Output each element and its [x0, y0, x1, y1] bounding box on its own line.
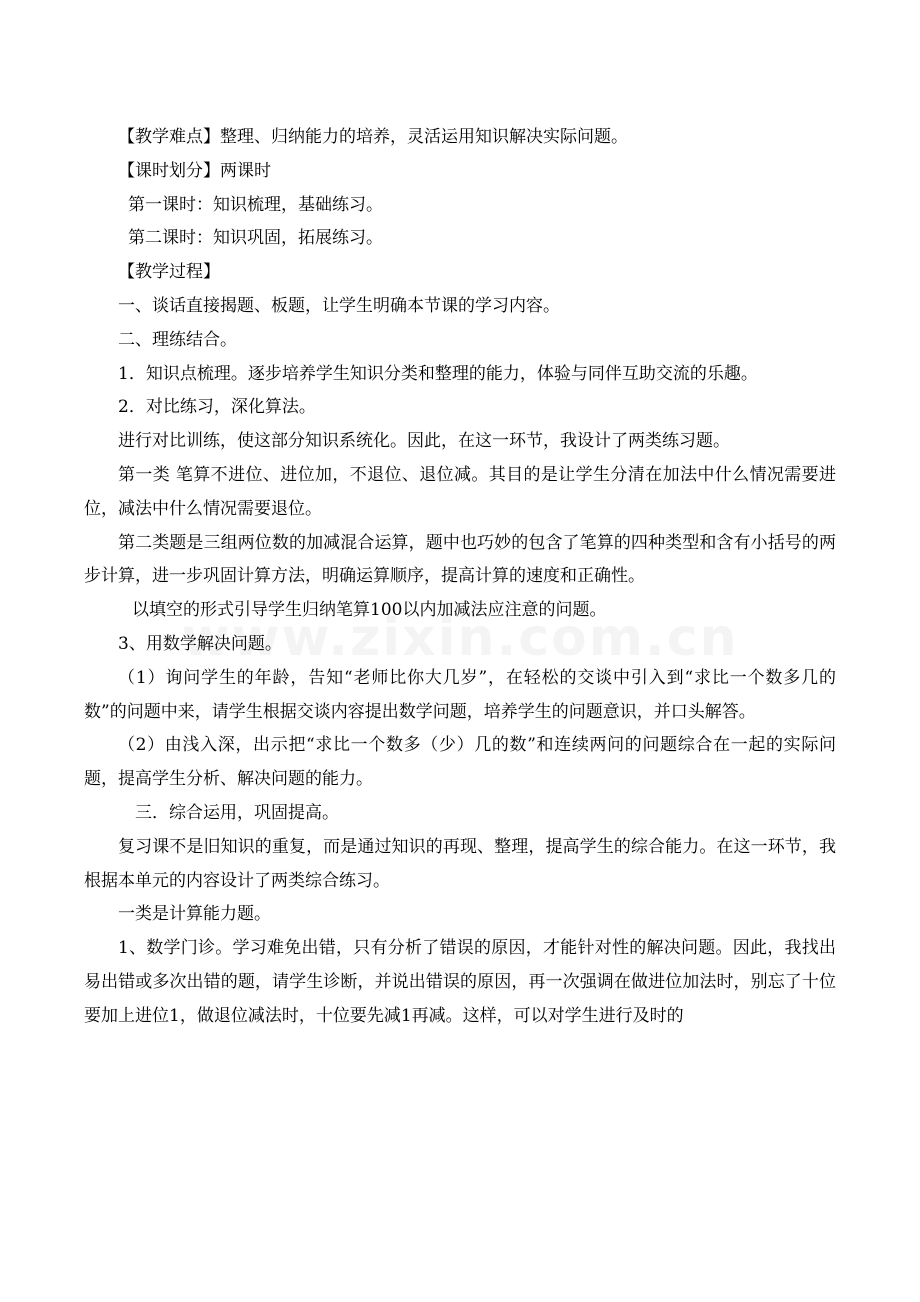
paragraph-diagnosis: 1、数学门诊。学习难免出错，只有分析了错误的原因，才能针对性的解决问题。因此，我找出易出错或多次出错的题，请学生诊断，并说出错误的原因，再一次强调在做进位加法时，别忘了十位要加上进位1，做退位减法时，十位要先减1再减。这样，可以对学生进行及时的	[84, 938, 836, 1026]
document-body	[84, 121, 836, 1034]
paragraph-step-two: 二、理练结合。	[118, 329, 237, 350]
paragraph-period-division: 【课时划分】两课时	[118, 160, 271, 181]
paragraph-type-two: 第二类题是三组两位数的加减混合运算，题中也巧妙的包含了笔算的四种类型和含有小括号的两步计算，进一步巩固计算方法，明确运算顺序，提高计算的速度和正确性。	[84, 532, 836, 587]
paragraph-review-intro: 复习课不是旧知识的重复，而是通过知识的再现、整理，提高学生的综合能力。在这一环节，我根据本单元的内容设计了两类综合练习。	[84, 836, 836, 891]
paragraph-problem-one: （1）询问学生的年龄，告知“老师比你大几岁”，在轻松的交谈中引入到“求比一个数多几的数”的问题中来，请学生根据交谈内容提出数学问题，培养学生的问题意识，并口头解答。	[84, 667, 836, 722]
paragraph-problem-two: （2）由浅入深，出示把“求比一个数多（少）几的数”和连续两问的问题综合在一起的实际问题，提高学生分析、解决问题的能力。	[84, 735, 836, 790]
paragraph-type-one: 第一类 笔算不进位、进位加，不退位、退位减。其目的是让学生分清在加法中什么情况需要进位，减法中什么情况需要退位。	[84, 464, 836, 519]
paragraph-first-period: 第一课时：知识梳理，基础练习。	[128, 194, 383, 215]
paragraph-process-heading: 【教学过程】	[118, 262, 220, 283]
paragraph-contrast-practice: 2．对比练习，深化算法。	[118, 397, 316, 418]
paragraph-contrast-intro: 进行对比训练，使这部分知识系统化。因此，在这一环节，我设计了两类练习题。	[118, 431, 730, 452]
paragraph-second-period: 第二课时：知识巩固，拓展练习。	[128, 228, 383, 249]
paragraph-step-two-three: 3、用数学解决问题。	[118, 633, 282, 654]
paragraph-fill-blank: 以填空的形式引导学生归纳笔算100以内加减法应注意的问题。	[132, 600, 607, 621]
paragraph-knowledge-review: 1．知识点梳理。逐步培养学生知识分类和整理的能力，体验与同伴互助交流的乐趣。	[118, 363, 758, 384]
paragraph-calc-ability: 一类是计算能力题。	[118, 904, 271, 925]
paragraph-teaching-difficulty: 【教学难点】整理、归纳能力的培养，灵活运用知识解决实际问题。	[118, 127, 628, 147]
paragraph-step-three: 三．综合运用，巩固提高。	[135, 802, 339, 823]
paragraph-step-one: 一、谈话直接揭题、板题，让学生明确本节课的学习内容。	[118, 295, 560, 316]
